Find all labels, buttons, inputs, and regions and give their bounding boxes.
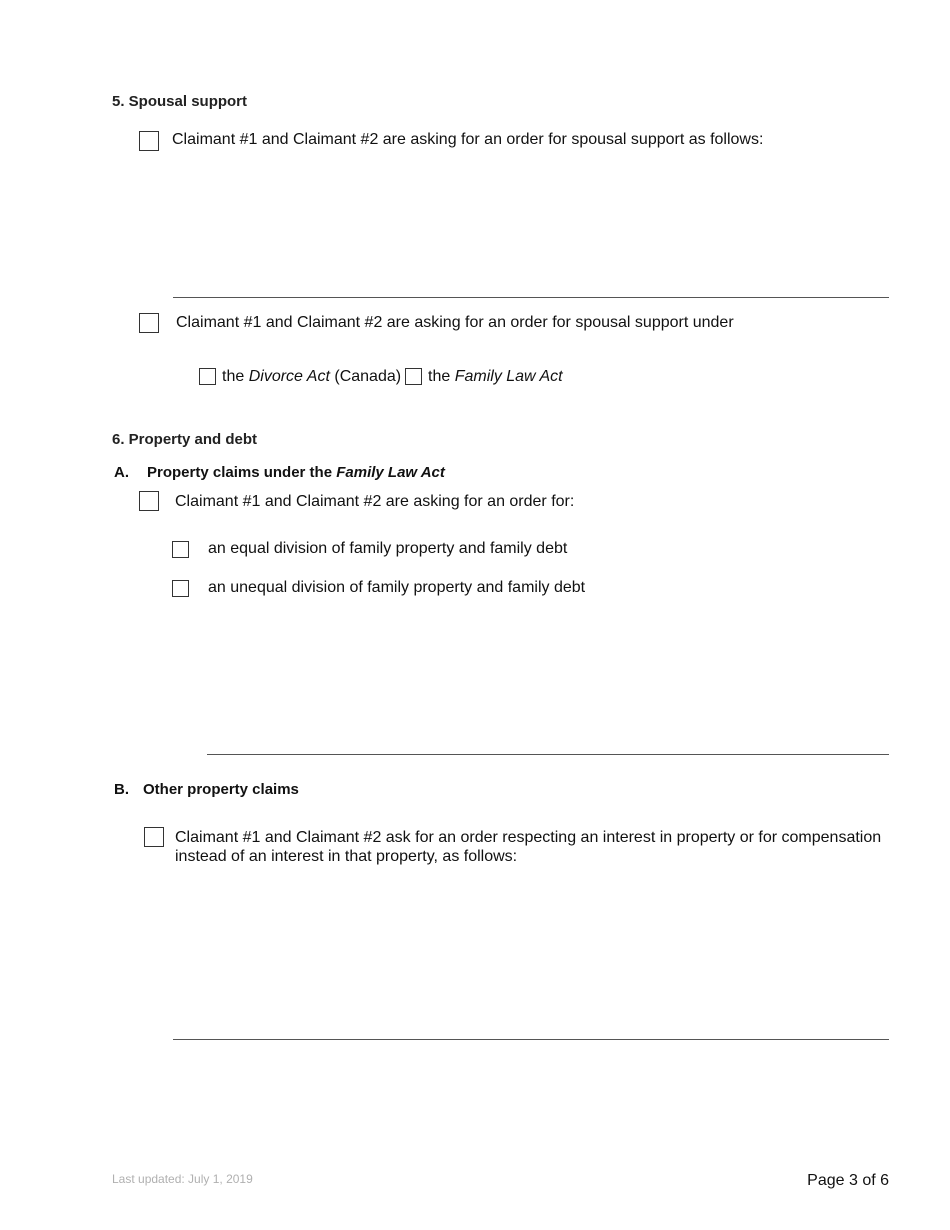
unequal-division-label: an unequal division of family property and family debt	[208, 579, 586, 596]
spousal-support-as-follows-label: Claimant #1 and Claimant #2 are asking for an order for spousal support as follows:	[172, 131, 764, 148]
part-b-title: Other property claims	[143, 781, 299, 798]
other-property-claims-details-field[interactable]	[173, 1039, 889, 1040]
divorce-act-label: the Divorce Act (Canada)	[222, 368, 402, 385]
other-property-claims-checkbox[interactable]	[144, 827, 164, 847]
other-property-claims-label-line2: instead of an interest in that property, as follows:	[175, 848, 518, 865]
equal-division-checkbox[interactable]	[172, 541, 189, 558]
part-a-letter: A.	[114, 464, 129, 481]
unequal-division-checkbox[interactable]	[172, 580, 189, 597]
property-order-label: Claimant #1 and Claimant #2 are asking for an order for:	[175, 493, 575, 510]
family-law-act-label: the Family Law Act	[428, 368, 563, 385]
page-number: Page 3 of 6	[807, 1172, 889, 1189]
spousal-support-as-follows-checkbox[interactable]	[139, 131, 159, 151]
spousal-support-under-label: Claimant #1 and Claimant #2 are asking for an order for spousal support under	[176, 314, 734, 331]
other-property-claims-label-line1: Claimant #1 and Claimant #2 ask for an order respecting an interest in property or for compensation	[175, 829, 882, 846]
part-a-title: Property claims under the Family Law Act	[147, 464, 445, 481]
family-law-act-checkbox[interactable]	[405, 368, 422, 385]
spousal-support-details-field[interactable]	[173, 297, 889, 298]
section-6-heading: 6. Property and debt	[112, 431, 258, 448]
last-updated-note: Last updated: July 1, 2019	[112, 1172, 253, 1186]
section-5-heading: 5. Spousal support	[112, 93, 248, 110]
property-order-checkbox[interactable]	[139, 491, 159, 511]
spousal-support-under-checkbox[interactable]	[139, 313, 159, 333]
equal-division-label: an equal division of family property and family debt	[208, 540, 568, 557]
unequal-division-details-field[interactable]	[207, 754, 889, 755]
divorce-act-checkbox[interactable]	[199, 368, 216, 385]
part-b-letter: B.	[114, 781, 129, 798]
